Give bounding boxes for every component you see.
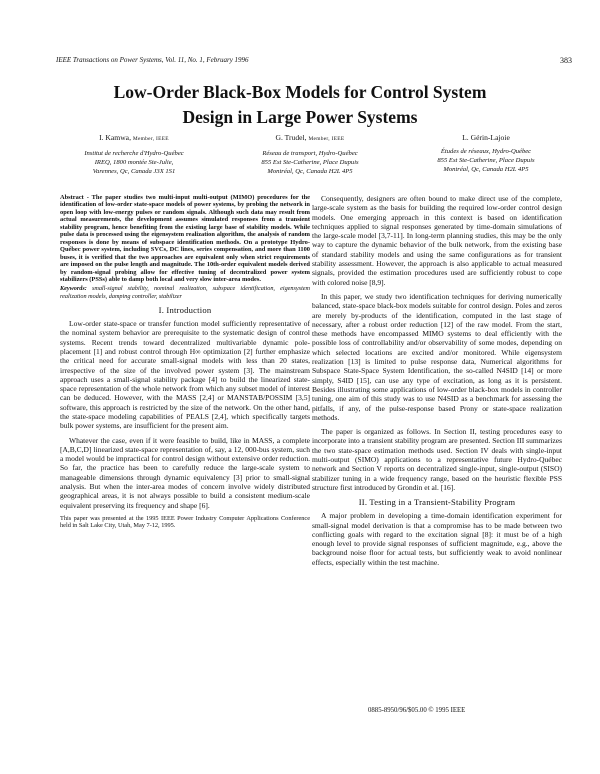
author-affiliation: Études de réseaux, Hydro-Québec: [440, 148, 532, 155]
author-city: Montréal, Qc, Canada H2L 4P5: [443, 166, 529, 173]
title-line-2: Design in Large Power Systems: [182, 107, 418, 127]
copyright-line: 0885-8950/96/$05.00 © 1995 IEEE: [368, 707, 466, 714]
section-heading-testing: II. Testing in a Transient-Stability Program: [358, 497, 516, 508]
author-affiliation: Institut de recherche d'Hydro-Québec: [84, 150, 184, 157]
author-block: [50, 133, 570, 176]
author-address: IREQ, 1800 montée Ste-Julie,: [94, 159, 174, 166]
author-1: I. Kamwa, Member, IEEE Institut de recherche d'Hydro-Québec IREQ, 1800 montée Ste-Julie, Varennes, Qc, Canada J3X 1S1: [50, 133, 218, 176]
title-line-1: Low-Order Black-Box Models for Control System: [113, 82, 487, 102]
journal-citation: IEEE Transactions on Power Systems, Vol. 11, No. 1, February 1996: [56, 56, 249, 64]
author-2: G. Trudel, Member, IEEE Réseau de transport, Hydro-Québec 855 Est Ste-Catherine, Place Dupuis Montréal, Qc, Canada H2L 4P5: [226, 133, 394, 176]
paragraph: A major problem in developing a time-domain identification experiment for small-signal model derivation is that a compromise has to be made between two conflicting goals with regard to the excitation signal [8]: it must be of a high enough level to provide signal responses of sufficient magnitude, e.g., above the background noise floor for actual tests, but sufficiently weak to avoid nonlinear effects, especially within the test machine.: [312, 511, 562, 567]
section-heading-introduction: I. Introduction: [158, 305, 212, 316]
paragraph: The paper is organized as follows. In Section II, testing procedures easy to incorporate into a transient stability program are presented. Section III summarizes the two state-space estimation methods used. Section IV deals with single-input multi-output (SIMO) applications to a representative future Hydro-Québec network and Section V reports on decentralized single-input, single-output (SISO) stabilizer tuning in a wide frequency range, based on the heuristic flexible PSS structure first introduced by Grondin et al. [16].: [312, 427, 562, 492]
paragraph: In this paper, we study two identification techniques for deriving numerically balanced, state-space black-box models suitable for control design. Poles and zeros are merely by-products of the identification, computed in the last stage of necessary, after a robust order reduction [12] of the raw model. From the start, these methods have encompassed MIMO systems to deal efficiently with the possible loss of controllability and/or observability of some modes, depending on which selected locations are excited and/or monitored. While eigensystem realization [13] is limited to pulse response data, Numerical algorithms for Subspace State-Space System Identification, the so-called N4SID [14] or more simply, S4ID [15], can use any type of excitation, as long as it is persistent. Besides illustrating some applications of low-order black-box models in controller tuning, one aim of this study was to use N4SID as a benchmark for assessing the pitfalls, if any, of the pulse-response based Prony or state-space realization methods.: [312, 291, 562, 422]
keywords: [60, 285, 310, 300]
testing-text: [312, 511, 562, 567]
right-column: [312, 194, 562, 572]
author-city: Montréal, Qc, Canada H2L 4P5: [267, 168, 353, 175]
left-column: [60, 194, 310, 530]
author-membership: Member, IEEE: [308, 136, 345, 142]
author-name: I. Kamwa: [99, 133, 130, 142]
running-header: [56, 56, 572, 65]
author-membership: Member, IEEE: [132, 136, 169, 142]
paper-title: [40, 80, 560, 130]
author-city: Varennes, Qc, Canada J3X 1S1: [92, 168, 176, 175]
paragraph: Whatever the case, even if it were feasible to build, like in MASS, a complete [A,B,C,D] linearized state-space representation of, say, a 12, 000-bus system, such a model would be impractical for control design without extensive order reduction. So far, the practice has been to carefully reduce the large-scale system to manageable dimensions through dynamic equivalency [3] prior to small-signal analysis. But when the inter-area modes of concern involve widely distributed geographical areas, it is not always possible to build a consistent medium-scale equivalent preserving its frequency and shape [6].: [60, 435, 310, 510]
page-number: 383: [560, 56, 572, 65]
author-affiliation: Réseau de transport, Hydro-Québec: [262, 150, 358, 157]
introduction-text: [60, 319, 310, 510]
paragraph: Consequently, designers are often bound to make direct use of the complete, large-scale system as the basis for building the required low-order control design models. One emerging approach in this context is based on identification techniques applied to signal responses generated by time-domain simulations of the large-scale model [3,7-11]. In long-term planning studies, this may be the only way to capture the dynamic behavior of the bulk network, from the existing base of standard stability models and using the same configurations as for transient stability assessment. However, the approach is also applicable to actual measured signals, provided the estimation procedures used are sufficiently robust to cope with colored noise [8,9].: [312, 194, 562, 287]
keywords-label: Keywords:: [60, 285, 87, 293]
author-name: L. Gérin-Lajoie: [462, 133, 510, 142]
author-address: 855 Est Ste-Catherine, Place Dupuis: [437, 157, 535, 164]
author-name: G. Trudel: [275, 133, 305, 142]
paragraph: Low-order state-space or transfer function model sufficiently representative of the nominal system behavior are prerequisite to the systematic design of control systems. Recent trends toward decentralized multivariable dynamic pole-placement [1] and robust control through H∞ optimization [2] further emphasize the critical need for accurate small-signal models with less than 20 states, irrespective of the size of the involved power system [3]. The mainstream approach uses a small-signal stability package [4] to build the linearized state-space representation of the whole network from which any subset model of interest can be deduced. However, with the MASS [2,4] or MANSTAB/POSSIM [3,5] software, this approach is restricted by the size of the network. On the other hand, the state-space modeling capabilities of PEALS [2,4], which specifically targets bulk power systems, are insufficient for the present aim.: [60, 319, 310, 431]
introduction-continued: [312, 194, 562, 492]
footnote: This paper was presented at the 1995 IEEE Power Industry Computer Applications Conference held in Salt Lake City, Utah, May 7-12, 1995.: [60, 514, 310, 530]
abstract: Abstract - The paper studies two multi-input multi-output (MIMO) procedures for the identification of low-order state-space models of power systems, by probing the network in open loop with low-energy pulses or random signals. Although such data may result from actual measurements, the development assumes simulated responses from a transient stability program, hence benefiting from the existing large base of stability models. While pulse data is processed using the eigensystem realization algorithm, the analysis of random responses is done by means of subspace identification methods. On a prototype Hydro-Québec power system, including SVCs, DC lines, series compensation, and more than 1100 buses, it is verified that the two approaches are equivalent only when strict requirements are imposed on the pulse length and magnitude. The 10th-order equivalent models derived by random-signal probing allow for effective tuning of decentralized power system stabilizers (PSSs) able to damp both local and very slow inter-area modes.: [60, 194, 310, 283]
keywords-text: small-signal stability, nominal realization, subspace identification, eigensystem realization models, damping controller, stabilizer: [60, 285, 311, 300]
author-address: 855 Est Ste-Catherine, Place Dupuis: [261, 159, 359, 166]
author-3: [402, 133, 570, 176]
